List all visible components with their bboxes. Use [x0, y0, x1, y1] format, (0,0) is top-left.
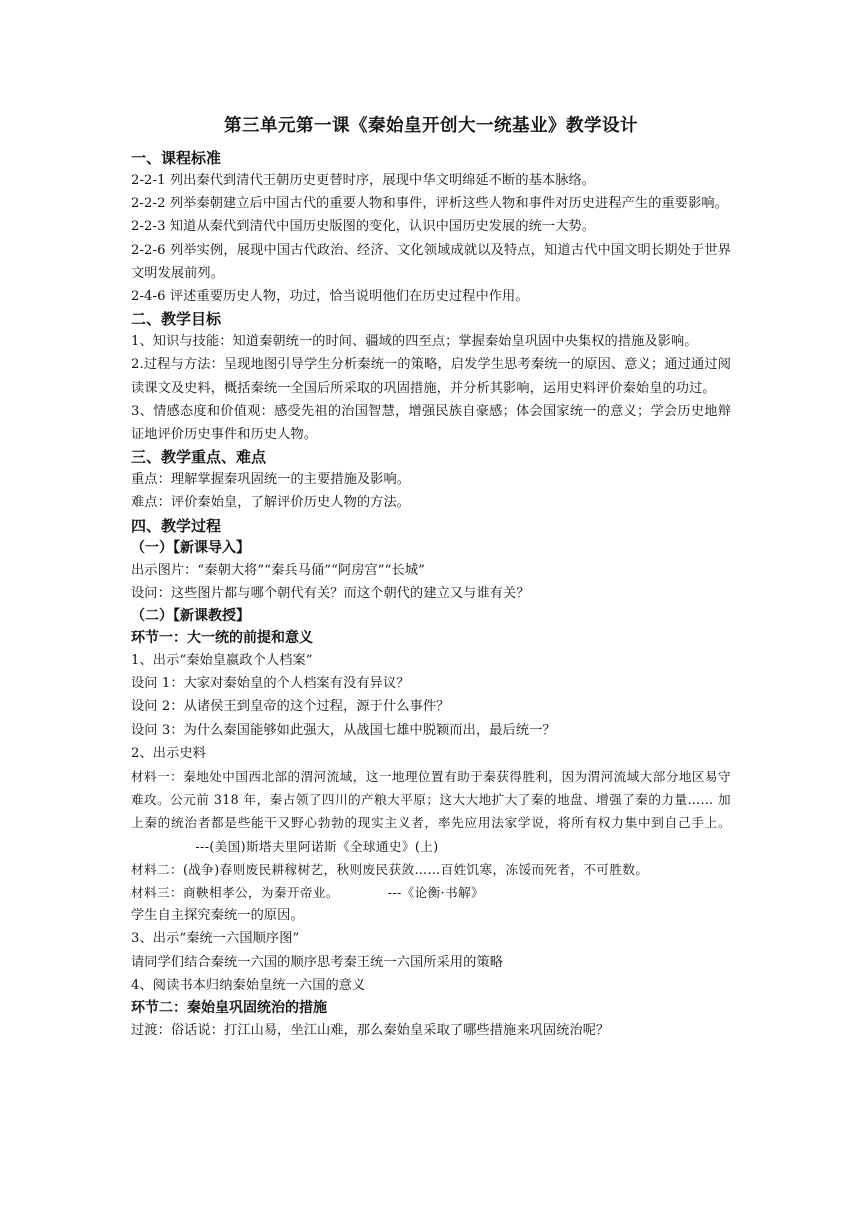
document-title: 第三单元第一课《秦始皇开创大一统基业》教学设计	[224, 116, 638, 136]
paragraph: 请同学们结合秦统一六国的顺序思考秦王统一六国所采用的策略	[131, 954, 504, 970]
subsection-heading-teaching: （二）【新课教授】	[131, 608, 250, 625]
paragraph: 2-2-1 列出秦代到清代王朝历史更替时序，展现中华文明绵延不断的基本脉络。	[131, 173, 596, 188]
paragraph: 学生自主探究秦统一的原因。	[131, 908, 304, 924]
section-heading-standards: 一、课程标准	[131, 149, 222, 167]
source-citation: ---《论衡·书解》	[387, 885, 485, 901]
subsection-heading-intro: （一）【新课导入】	[131, 539, 250, 556]
link-heading-2: 环节二：秦始皇巩固统治的措施	[131, 1000, 327, 1017]
paragraph: 1、知识与技能：知道秦朝统一的时间、疆域的四至点；掌握秦始皇巩固中央集权的措施及影响。	[131, 334, 698, 350]
paragraph: 2.过程与方法：呈现地图引导学生分析秦统一的策略，启发学生思考秦统一的原因、意义；通过通过阅读课文及史料，概括秦统一全国后所采取的巩固措施，并分析其影响，运用史料评价秦始皇的功过。	[131, 357, 731, 396]
paragraph: 设问 3：为什么秦国能够如此强大，从战国七雄中脱颖而出，最后统一？	[131, 722, 556, 738]
source-citation: ---(美国)斯塔夫里阿诺斯《全球通史》(上)	[195, 838, 439, 854]
section-heading-objectives: 二、教学目标	[131, 310, 222, 329]
paragraph: 过渡：俗话说：打江山易，坐江山难，那么秦始皇采取了哪些措施来巩固统治呢？	[131, 1023, 610, 1039]
paragraph: 2-2-6 列举实例，展现中国古代政治、经济、文化领域成就以及特点，知道古代中国文明长期处于世界文明发展前列。	[131, 242, 731, 281]
paragraph: 难点：评价秦始皇，了解评价历史人物的方法。	[131, 495, 411, 511]
paragraph: 出示图片：“秦朝大将”“秦兵马俑”“阿房宫”“长城”	[131, 562, 425, 578]
source-material-2: 材料二：(战争)春则废民耕稼树艺，秋则废民获敛……百姓饥寒，冻馁而死者，不可胜数。	[131, 861, 649, 877]
paragraph: 设问 2：从诸侯王到皇帝的这个过程，源于什么事件？	[131, 699, 450, 715]
link-heading-1: 环节一：大一统的前提和意义	[131, 630, 313, 647]
paragraph: 3、出示“秦统一六国顺序图”	[131, 931, 300, 947]
source-text: 材料三：商鞅相孝公，为秦开帝业。	[131, 885, 339, 901]
paragraph: 设问：这些图片都与哪个朝代有关？而这个朝代的建立又与谁有关？	[131, 585, 530, 601]
paragraph: 2-2-2 列举秦朝建立后中国古代的重要人物和事件，评析这些人物和事件对历史进程产生的重要影响。	[131, 196, 728, 212]
paragraph: 2、出示史料	[131, 745, 206, 761]
document-page	[131, 113, 731, 1042]
paragraph: 设问 1：大家对秦始皇的个人档案有没有异议？	[131, 676, 410, 692]
paragraph: 2-2-3 知道从秦代到清代中国历史版图的变化，认识中国历史发展的统一大势。	[131, 219, 596, 235]
paragraph: 1、出示“秦始皇嬴政个人档案”	[131, 653, 313, 669]
paragraph: 3、情感态度和价值观：感受先祖的治国智慧，增强民族自豪感；体会国家统一的意义；学会历史地辩证地评价历史事件和历史人物。	[131, 403, 731, 443]
source-material-1	[131, 765, 731, 858]
source-text: 材料一：秦地处中国西北部的渭河流域，这一地理位置有助于秦获得胜利，因为渭河流域大部分地区易守难攻。公元前 318 年，秦占领了四川的产粮大平原；这大大地扩大了秦的地盘、增强了秦的力量…… 加上秦的统治者都是些能干又野心勃勃的现实主义者，率先应用法家学说，将所有权力集中到自己手上。	[131, 769, 731, 831]
section-heading-process: 四、教学过程	[131, 516, 222, 535]
paragraph: 4、阅读书本归纳秦始皇统一六国的意义	[131, 977, 366, 993]
paragraph: 2-4-6 评述重要历史人物，功过，恰当说明他们在历史过程中作用。	[131, 289, 529, 305]
section-heading-key-points: 三、教学重点、难点	[131, 448, 267, 467]
source-material-3	[131, 881, 731, 904]
paragraph: 重点：理解掌握秦巩固统一的主要措施及影响。	[131, 472, 411, 488]
